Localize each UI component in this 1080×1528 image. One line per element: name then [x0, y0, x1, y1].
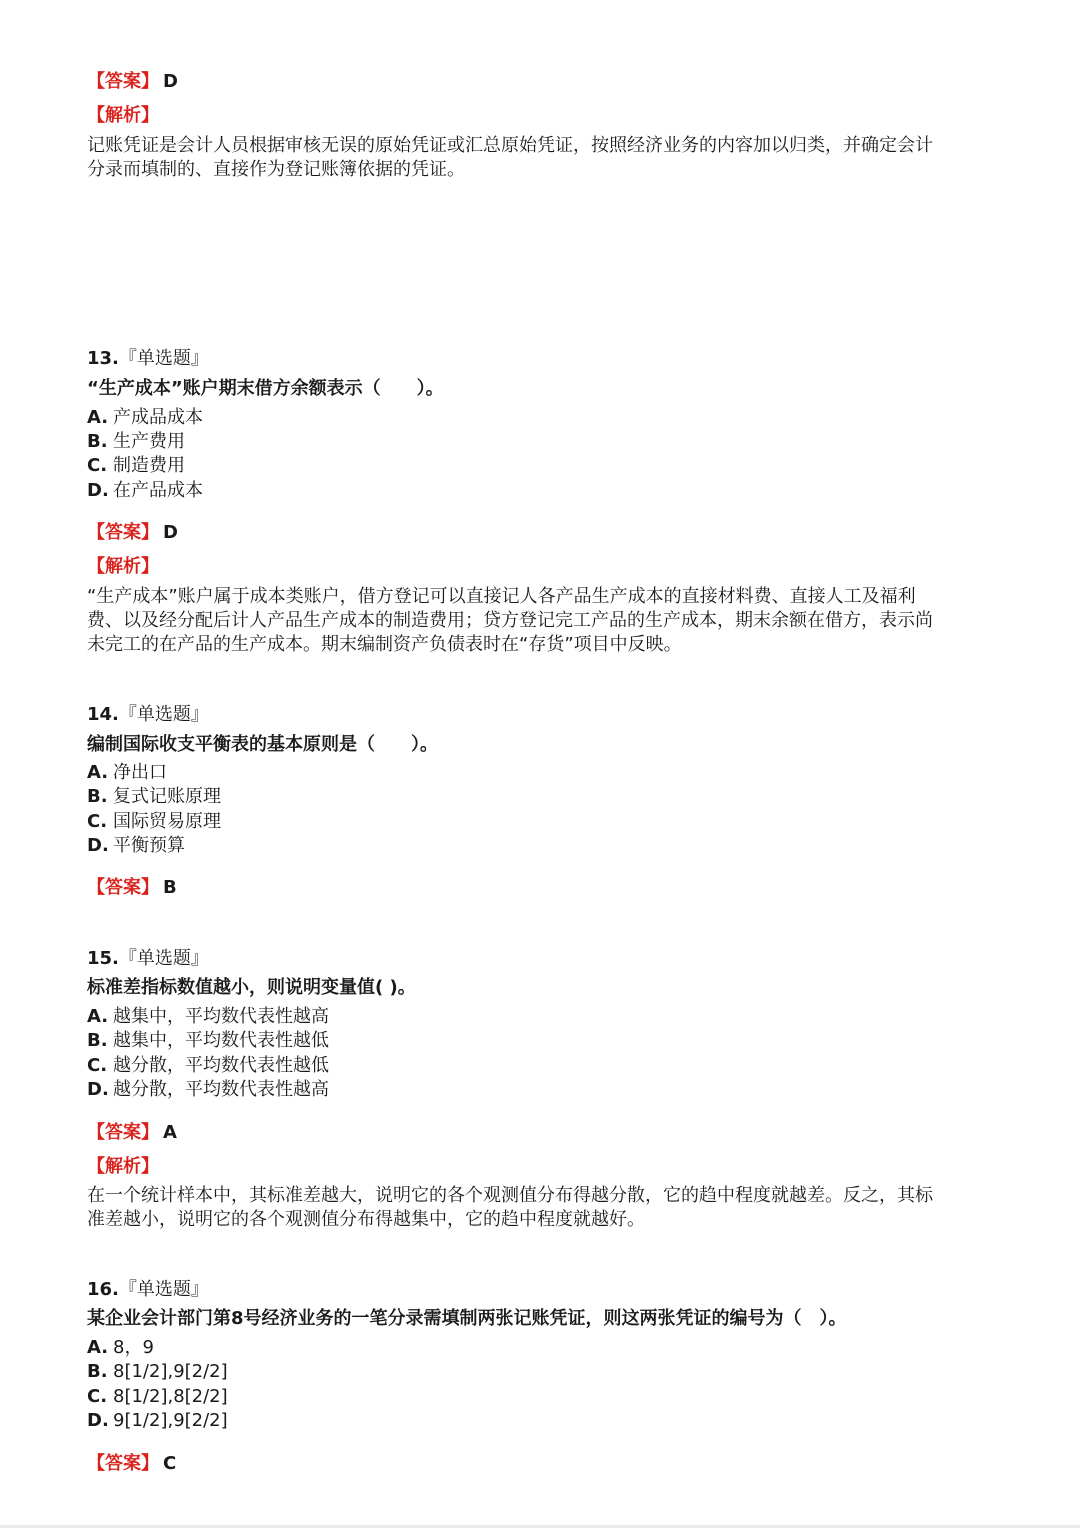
answer-value: B — [163, 877, 177, 898]
analysis-tag: 【解析】 — [87, 1156, 159, 1177]
option-text: 净出口 — [113, 762, 167, 783]
analysis-tag-line — [87, 555, 159, 579]
option-item — [87, 1385, 228, 1409]
option-item — [87, 1336, 154, 1360]
option-item — [87, 454, 185, 478]
answer-line — [87, 1121, 177, 1145]
analysis-text-line: 记账凭证是会计人员根据审核无误的原始凭证或汇总原始凭证，按照经济业务的内容加以归类，并确定会计 — [87, 135, 933, 156]
option-item — [87, 479, 203, 503]
question-type: 『单选题』 — [118, 1279, 209, 1300]
analysis-text-line: 准差越小，说明它的各个观测值分布得越集中，它的趋中程度就越好。 — [87, 1209, 645, 1230]
option-item — [87, 785, 221, 809]
question-number: 14. — [87, 704, 119, 725]
option-item — [87, 1029, 329, 1053]
answer-tag: 【答案】 — [87, 1122, 159, 1143]
analysis-tag-line — [87, 104, 159, 128]
analysis-text-line: 在一个统计样本中，其标准差越大，说明它的各个观测值分布得越分散，它的趋中程度就越差。反之，其标 — [87, 1185, 933, 1206]
option-text: 8[1/2],9[2/2] — [113, 1361, 228, 1382]
question-header — [87, 947, 209, 971]
option-item — [87, 1078, 329, 1102]
option-letter: B. — [87, 431, 108, 452]
option-item — [87, 834, 185, 858]
option-letter: D. — [87, 1410, 109, 1431]
answer-tag: 【答案】 — [87, 71, 159, 92]
option-letter: C. — [87, 1386, 108, 1407]
option-text: 制造费用 — [113, 455, 185, 476]
option-letter: A. — [87, 1006, 109, 1027]
question-stem: 编制国际收支平衡表的基本原则是（ ）。 — [87, 734, 438, 755]
question-number: 16. — [87, 1279, 119, 1300]
option-item — [87, 1360, 228, 1384]
analysis-text-line: 费、以及经分配后计人产品生产成本的制造费用；贷方登记完工产品的生产成本，期末余额在借方，表示尚 — [87, 610, 933, 631]
option-letter: D. — [87, 1079, 109, 1100]
option-item — [87, 761, 167, 785]
option-text: 产成品成本 — [113, 407, 203, 428]
option-item — [87, 1409, 228, 1433]
question-header — [87, 347, 209, 371]
analysis-text-line: “生产成本”账户属于成本类账户，借方登记可以直接记人各产品生产成本的直接材料费、直接人工及福利 — [87, 586, 916, 607]
answer-line — [87, 521, 178, 545]
answer-line — [87, 1452, 176, 1476]
option-text: 国际贸易原理 — [113, 811, 221, 832]
question-type: 『单选题』 — [118, 348, 209, 369]
option-item — [87, 430, 185, 454]
question-type: 『单选题』 — [118, 704, 209, 725]
question-header — [87, 1278, 209, 1302]
option-item — [87, 1005, 329, 1029]
answer-value: A — [163, 1122, 177, 1143]
option-letter: B. — [87, 786, 108, 807]
option-letter: C. — [87, 1055, 108, 1076]
option-letter: A. — [87, 762, 109, 783]
option-letter: C. — [87, 455, 108, 476]
answer-tag: 【答案】 — [87, 877, 159, 898]
option-item — [87, 406, 203, 430]
option-text: 平衡预算 — [113, 835, 185, 856]
analysis-tag-line — [87, 1155, 159, 1179]
question-header — [87, 703, 209, 727]
question-type: 『单选题』 — [118, 948, 209, 969]
analysis-tag: 【解析】 — [87, 556, 159, 577]
option-letter: A. — [87, 1337, 109, 1358]
question-stem: 标准差指标数值越小，则说明变量值( )。 — [87, 977, 416, 998]
option-text: 越集中，平均数代表性越高 — [113, 1006, 329, 1027]
question-number: 15. — [87, 948, 119, 969]
analysis-tag: 【解析】 — [87, 105, 159, 126]
analysis-text-line: 未完工的在产品的生产成本。期末编制资产负债表时在“存货”项目中反映。 — [87, 634, 682, 655]
option-letter: A. — [87, 407, 109, 428]
option-letter: B. — [87, 1361, 108, 1382]
option-item — [87, 810, 221, 834]
question-stem: “生产成本”账户期末借方余额表示（ ）。 — [87, 378, 444, 399]
option-letter: D. — [87, 835, 109, 856]
answer-value: C — [163, 1453, 177, 1474]
answer-value: D — [163, 71, 178, 92]
option-text: 复式记账原理 — [113, 786, 221, 807]
question-number: 13. — [87, 348, 119, 369]
answer-value: D — [163, 522, 178, 543]
analysis-text-line: 分录而填制的、直接作为登记账簿依据的凭证。 — [87, 159, 465, 180]
option-text: 生产费用 — [113, 431, 185, 452]
answer-tag: 【答案】 — [87, 522, 159, 543]
option-text: 8，9 — [113, 1337, 154, 1358]
option-letter: B. — [87, 1030, 108, 1051]
option-letter: C. — [87, 811, 108, 832]
option-letter: D. — [87, 480, 109, 501]
option-text: 越集中，平均数代表性越低 — [113, 1030, 329, 1051]
answer-line — [87, 70, 178, 94]
option-text: 8[1/2],8[2/2] — [113, 1386, 228, 1407]
option-text: 9[1/2],9[2/2] — [113, 1410, 228, 1431]
option-text: 越分散，平均数代表性越高 — [113, 1079, 329, 1100]
option-text: 越分散，平均数代表性越低 — [113, 1055, 329, 1076]
question-stem: 某企业会计部门第8号经济业务的一笔分录需填制两张记账凭证，则这两张凭证的编号为（ ）。 — [87, 1308, 847, 1329]
answer-line — [87, 876, 177, 900]
answer-tag: 【答案】 — [87, 1453, 159, 1474]
option-item — [87, 1054, 329, 1078]
option-text: 在产品成本 — [113, 480, 203, 501]
